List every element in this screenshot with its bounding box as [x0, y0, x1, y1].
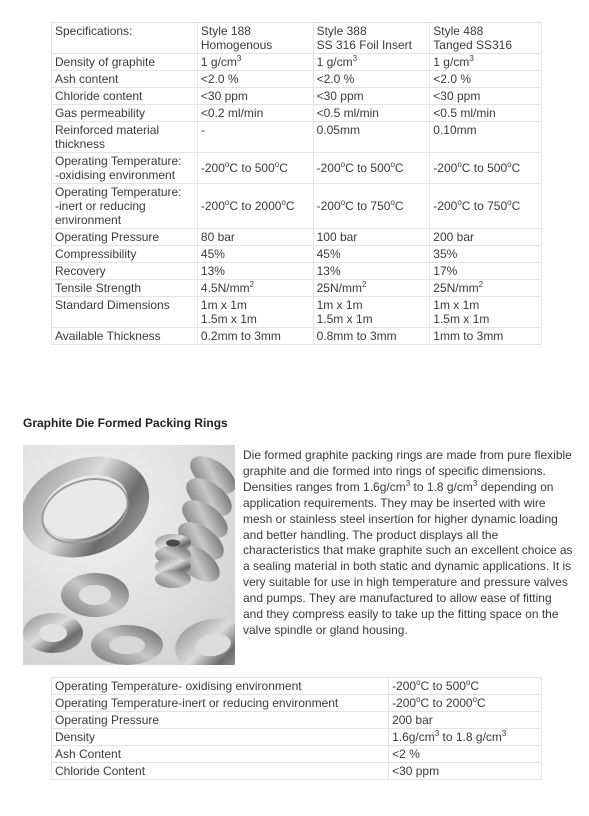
packing-cell — [389, 712, 542, 729]
cell-text: 1mm to 3mm — [433, 329, 504, 343]
spec-row — [52, 263, 542, 280]
spec-cell — [430, 153, 542, 184]
label-line: Recovery — [55, 264, 106, 278]
spec-cell — [313, 184, 430, 229]
superscript: o — [457, 198, 462, 207]
cell-text: <0.5 ml/min — [316, 106, 379, 120]
superscript: 3 — [501, 729, 507, 738]
spec-cell — [197, 71, 313, 88]
superscript: o — [340, 198, 346, 207]
cell-text: C to 750 — [345, 199, 391, 213]
superscript: 2 — [361, 280, 367, 289]
cell-text: C — [470, 679, 480, 693]
spec-cell — [430, 54, 542, 71]
spec-cell — [430, 328, 542, 345]
superscript: o — [224, 160, 230, 169]
packing-row — [52, 746, 542, 763]
label-line: Density of graphite — [55, 55, 156, 69]
cell-text: 1 g/cm — [200, 55, 237, 69]
cell-text: C — [394, 161, 404, 175]
label-line: Operating Temperature: — [55, 154, 182, 168]
spec-header-label: Specifications: — [52, 23, 198, 54]
label-line: Operating Pressure — [55, 230, 160, 244]
spec-cell — [313, 122, 430, 153]
spec-row-label — [52, 263, 198, 280]
header-line: Tanged SS316 — [433, 38, 513, 52]
spec-row-label — [52, 122, 198, 153]
spec-cell — [313, 263, 430, 280]
cell-text: 25N/mm — [316, 281, 362, 295]
header-line: Style 388 — [316, 24, 367, 38]
cell-text: -200 — [392, 679, 417, 693]
cell-line: 1m x 1m — [316, 298, 363, 312]
spec-cell — [313, 246, 430, 263]
spec-cell — [197, 184, 313, 229]
label-line: Ash content — [55, 72, 119, 86]
packing-row-label: Operating Temperature-inert or reducing environment — [52, 695, 389, 712]
cell-text: C — [394, 199, 404, 213]
spec-cell — [430, 263, 542, 280]
cell-text: -200 — [316, 199, 341, 213]
spec-row — [52, 71, 542, 88]
cell-text: <30 ppm — [316, 89, 364, 103]
cell-text: -200 — [200, 161, 225, 175]
superscript: o — [281, 198, 286, 207]
spec-header-style-1 — [197, 23, 313, 54]
cell-text: -200 — [392, 696, 417, 710]
cell-text: 45% — [316, 247, 341, 261]
spec-row — [52, 328, 542, 345]
packing-cell — [389, 729, 542, 746]
spec-cell — [313, 88, 430, 105]
cell-text: 0.2mm to 3mm — [200, 329, 281, 343]
spec-row-label — [52, 246, 198, 263]
cell-text: C to 500 — [229, 161, 275, 175]
spec-row — [52, 184, 542, 229]
spec-cell — [430, 229, 542, 246]
cell-text: -200 — [200, 199, 225, 213]
label-line: environment — [55, 213, 122, 227]
superscript: o — [274, 160, 280, 169]
superscript: o — [390, 160, 395, 169]
cell-text: C — [477, 696, 486, 710]
cell-text: 80 bar — [200, 230, 235, 244]
cell-text: <30 ppm — [392, 764, 440, 778]
cell-text: C — [511, 161, 521, 175]
cell-text: -200 — [433, 199, 458, 213]
cell-text: C to 500 — [345, 161, 391, 175]
packing-rings-photo — [23, 445, 235, 665]
spec-row-label — [52, 105, 198, 122]
spec-row-label — [52, 71, 198, 88]
header-line: SS 316 Foil Insert — [316, 38, 412, 52]
packing-row-label: Operating Temperature- oxidising environment — [52, 678, 389, 695]
spec-cell — [430, 71, 542, 88]
spec-cell — [197, 229, 313, 246]
superscript: o — [457, 160, 462, 169]
label-line: thickness — [55, 137, 106, 151]
cell-text: 0.05mm — [316, 123, 360, 137]
label-line: Available Thickness — [55, 329, 161, 343]
cell-text: C to 2000 — [420, 696, 473, 710]
packing-cell — [389, 746, 542, 763]
superscript: 3 — [236, 54, 242, 63]
label-line: Tensile Strength — [55, 281, 142, 295]
superscript: 3 — [434, 729, 440, 738]
cell-text: <2.0 % — [200, 72, 239, 86]
superscript: o — [390, 198, 395, 207]
spec-cell — [430, 88, 542, 105]
cell-text: -200 — [433, 161, 458, 175]
packing-rings-illustration — [23, 445, 235, 665]
superscript: o — [465, 678, 471, 687]
cell-line: 1.5m x 1m — [200, 312, 257, 326]
spec-cell — [197, 280, 313, 297]
spec-cell — [197, 297, 313, 328]
cell-text: 1.6g/cm — [392, 730, 435, 744]
cell-text: 200 bar — [433, 230, 474, 244]
packing-row — [52, 678, 542, 695]
label-line: Standard Dimensions — [55, 298, 170, 312]
cell-text: 35% — [433, 247, 458, 261]
desc-text-2: to 1.8 g/cm — [410, 479, 473, 494]
spec-row — [52, 246, 542, 263]
packing-cell — [389, 763, 542, 780]
specifications-table — [51, 22, 542, 345]
desc-sup-1: 3 — [405, 478, 411, 488]
superscript: o — [224, 198, 230, 207]
spec-cell — [313, 54, 430, 71]
ring-bottom-center — [91, 625, 163, 665]
spec-cell — [313, 328, 430, 345]
packing-row — [52, 729, 542, 746]
spec-cell — [430, 184, 542, 229]
cell-line: 1.5m x 1m — [316, 312, 373, 326]
packing-row-label: Ash Content — [52, 746, 389, 763]
header-line: Style 188 — [200, 24, 251, 38]
label-line: Reinforced material — [55, 123, 160, 137]
spec-cell — [430, 105, 542, 122]
spec-cell — [430, 297, 542, 328]
header-line: Homogenous — [200, 38, 273, 52]
spec-row — [52, 153, 542, 184]
desc-text-3: depending on application requirements. They may be inserted with wire mesh or stainless steel insertion for higher dynamic loading and better handling. The product displays all the characteristics that make graphite such an excellent choice as a sealing material in both static and dynamic applications. It is very suitable for use in high temperature and pressure valves and pumps. They are manufactured to allow ease of fitting and they compress easily to take up the fitting space on the valve spindle or gland housing. — [243, 479, 573, 637]
product-description — [243, 448, 573, 639]
superscript: 3 — [352, 54, 358, 63]
cell-line: 1.5m x 1m — [433, 312, 490, 326]
spec-row — [52, 88, 542, 105]
cell-line: 1m x 1m — [200, 298, 247, 312]
cell-text: C to 500 — [420, 679, 466, 693]
spec-cell — [197, 105, 313, 122]
spec-cell — [313, 71, 430, 88]
packing-row-label: Chloride Content — [52, 763, 389, 780]
cell-text: C to 2000 — [229, 199, 282, 213]
cell-text: 45% — [200, 247, 225, 261]
superscript: 2 — [249, 280, 255, 289]
desc-sup-2: 3 — [472, 478, 478, 488]
spec-row — [52, 105, 542, 122]
spec-cell — [430, 122, 542, 153]
cell-text: <30 ppm — [433, 89, 481, 103]
cell-text: 100 bar — [316, 230, 358, 244]
packing-row-label: Operating Pressure — [52, 712, 389, 729]
cell-text: C — [279, 161, 288, 175]
cell-text: <0.2 ml/min — [200, 106, 264, 120]
spec-row-label — [52, 88, 198, 105]
cell-text: <30 ppm — [200, 89, 248, 103]
spec-cell — [313, 105, 430, 122]
spec-row-label — [52, 297, 198, 328]
spec-row — [52, 54, 542, 71]
superscript: 3 — [469, 54, 474, 63]
cell-text: C — [285, 199, 295, 213]
cell-text: C — [511, 199, 521, 213]
cell-text: 4.5N/mm — [200, 281, 250, 295]
cell-text: 13% — [200, 264, 225, 278]
label-line: -oxidising environment — [55, 168, 176, 182]
cell-text: -200 — [316, 161, 341, 175]
spec-cell — [313, 297, 430, 328]
spec-cell — [197, 122, 313, 153]
cell-text: 0.8mm to 3mm — [316, 329, 397, 343]
spec-header-style-3 — [430, 23, 542, 54]
spec-cell — [197, 88, 313, 105]
packing-rings-table — [51, 677, 542, 780]
superscript: o — [507, 160, 512, 169]
spec-cell — [313, 280, 430, 297]
cell-text: 0.10mm — [433, 123, 477, 137]
spec-cell — [197, 54, 313, 71]
spec-row-label — [52, 54, 198, 71]
ring-bottom-left — [23, 613, 83, 653]
section-heading: Graphite Die Formed Packing Rings — [23, 416, 228, 430]
label-line: Gas permeability — [55, 106, 146, 120]
spec-cell — [197, 263, 313, 280]
cell-text: - — [200, 123, 205, 137]
cell-text: <2.0 % — [433, 72, 471, 86]
packing-row-label: Density — [52, 729, 389, 746]
cell-text: to 1.8 g/cm — [439, 730, 502, 744]
superscript: 2 — [478, 280, 484, 289]
packing-row — [52, 763, 542, 780]
label-line: Compressibility — [55, 247, 137, 261]
packing-cell — [389, 695, 542, 712]
cell-text: 17% — [433, 264, 458, 278]
packing-cell — [389, 678, 542, 695]
spec-cell — [313, 229, 430, 246]
superscript: o — [507, 198, 512, 207]
cell-text: 1 g/cm — [433, 55, 470, 69]
header-line: Style 488 — [433, 24, 484, 38]
spec-row-label — [52, 229, 198, 246]
spec-cell — [197, 153, 313, 184]
spec-header-row — [52, 23, 542, 54]
spec-header-style-2 — [313, 23, 430, 54]
packing-row — [52, 695, 542, 712]
spec-cell — [197, 246, 313, 263]
spec-row — [52, 280, 542, 297]
cell-text: 200 bar — [392, 713, 433, 727]
superscript: o — [416, 695, 421, 704]
spec-row-label — [52, 328, 198, 345]
cell-text: <2 % — [392, 747, 420, 761]
spec-cell — [313, 153, 430, 184]
cell-text: C to 750 — [461, 199, 508, 213]
spec-row-label — [52, 280, 198, 297]
superscript: o — [416, 678, 421, 687]
cell-text: 25N/mm — [433, 281, 479, 295]
cell-text: 13% — [316, 264, 341, 278]
spec-row — [52, 229, 542, 246]
spec-cell — [430, 280, 542, 297]
spec-cell — [430, 246, 542, 263]
spec-row — [52, 297, 542, 328]
label-line: Chloride content — [55, 89, 143, 103]
cell-text: 1 g/cm — [316, 55, 353, 69]
packing-row — [52, 712, 542, 729]
cell-text: <2.0 % — [316, 72, 355, 86]
superscript: o — [472, 695, 478, 704]
cell-text: <0.5 ml/min — [433, 106, 496, 120]
superscript: o — [340, 160, 346, 169]
label-line: Operating Temperature: — [55, 185, 182, 199]
desc-text-1: Die formed graphite packing rings are made from pure flexible graphite and die formed into rings of specific dimensions. Densities ranges from 1.6g/cm — [243, 448, 572, 494]
cell-text: C to 500 — [461, 161, 508, 175]
medium-ring-center — [61, 573, 129, 617]
spec-cell — [197, 328, 313, 345]
spec-row-label — [52, 184, 198, 229]
small-ring-stack — [155, 534, 191, 588]
cell-line: 1m x 1m — [433, 298, 480, 312]
spec-row-label — [52, 153, 198, 184]
label-line: -inert or reducing — [55, 199, 146, 213]
spec-row — [52, 122, 542, 153]
